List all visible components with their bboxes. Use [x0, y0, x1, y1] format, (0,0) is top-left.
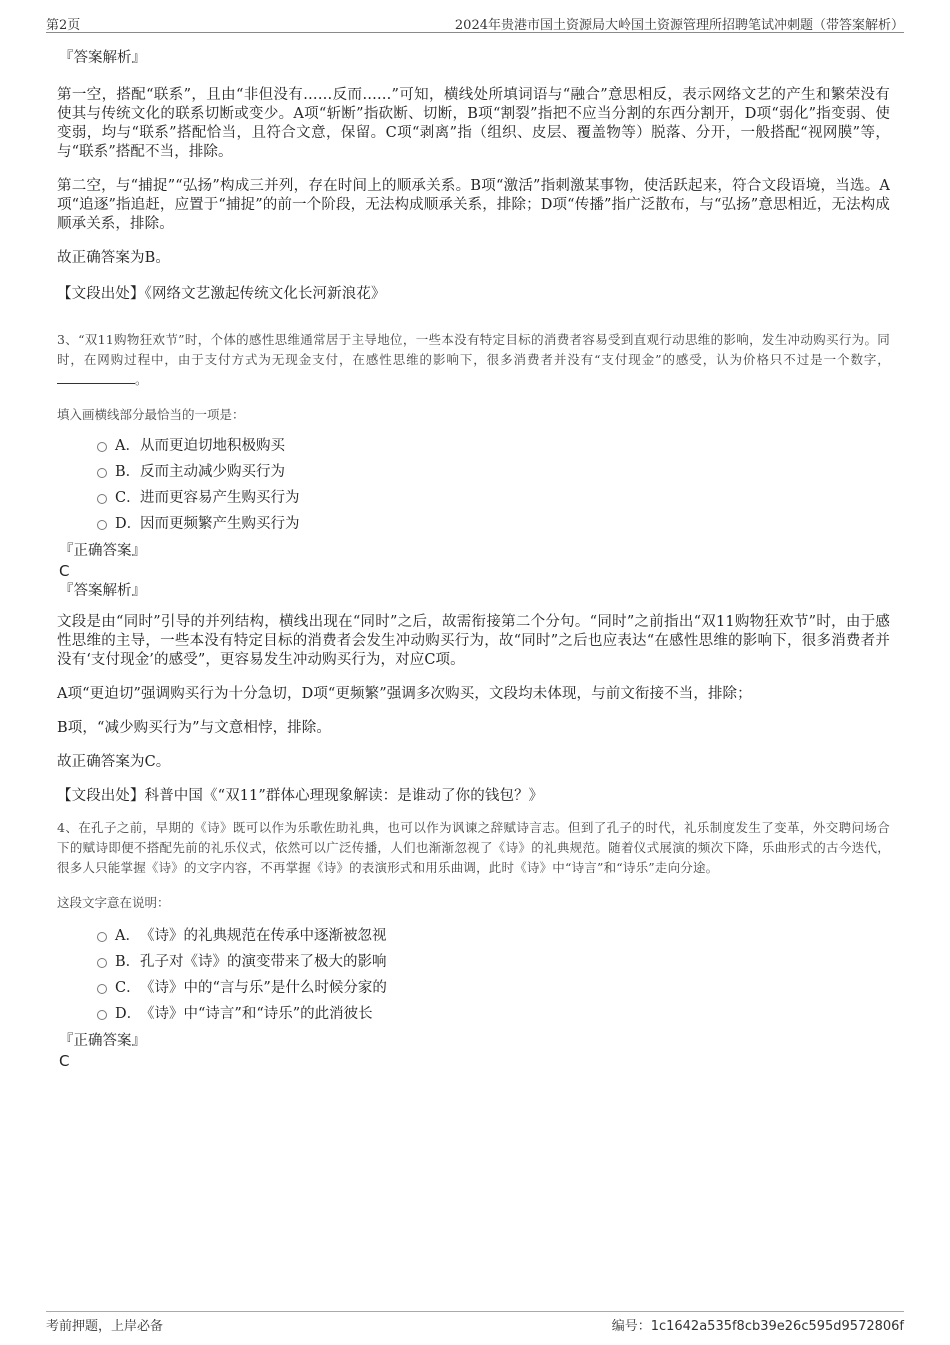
- fill-blank-line: [57, 370, 135, 384]
- q3-option-d[interactable]: D． 因而更频繁产生购买行为: [97, 511, 890, 537]
- q3-analysis-para-1: 文段是由“同时”引导的并列结构，横线出现在“同时”之后，故需衔接第二个分句。“同时”之前指出“双11购物狂欢节”时，由于感性思维的主导，一些本没有特定目标的消费者会发生冲动购买行为，故“同时”之后也应表达“在感性思维的影响下，很多消费者并没有‘支付现金’的感受”，更容易发生冲动购买行为，对应C项。: [57, 614, 890, 668]
- q3-prompt: 填入画横线部分最恰当的一项是：: [57, 407, 245, 422]
- code-value: 1c1642a535f8cb39e26c595d9572806f: [650, 1319, 904, 1334]
- radio-button[interactable]: [97, 932, 107, 942]
- q4-option-a[interactable]: A． 《诗》的礼典规范在传承中逐渐被忽视: [97, 923, 890, 949]
- radio-button[interactable]: [97, 958, 107, 968]
- q3-option-c[interactable]: C． 进而更容易产生购买行为: [97, 485, 890, 511]
- q2-conclusion: 故正确答案为B。: [57, 250, 170, 266]
- q3-analysis-para-2: A项“更迫切”强调购买行为十分急切，D项“更频繁”强调多次购买，文段均未体现，与前文衔接不当，排除；: [57, 686, 752, 702]
- page-footer: [46, 1311, 904, 1334]
- radio-button[interactable]: [97, 442, 107, 452]
- q3-stem: 3、“双11购物狂欢节”时，个体的感性思维通常居于主导地位，一些本没有特定目标的消费者容易受到直观行动思维的影响，发生冲动购买行为。同时，在网购过程中，由于支付方式为无现金支付，在感性思维的影响下，很多消费者并没有“支付现金”的感受，认为价格只不过是一个数字，。: [57, 332, 890, 387]
- q4-option-d[interactable]: D． 《诗》中“诗言”和“诗乐”的此消彼长: [97, 1001, 890, 1027]
- q3-correct-heading: 『正确答案』: [59, 543, 146, 559]
- q3-conclusion: 故正确答案为C。: [57, 754, 171, 770]
- q4-prompt: 这段文字意在说明：: [57, 895, 170, 910]
- page-number: 第2页: [46, 18, 81, 33]
- q3-correct-answer: C: [59, 562, 70, 580]
- radio-button[interactable]: [97, 520, 107, 530]
- q2-analysis-para-1: 第一空，搭配“联系”，且由“非但没有……反而……”可知，横线处所填词语与“融合”意思相反，表示网络文艺的产生和繁荣没有使其与传统文化的联系切断或变少。A项“斩断”指砍断、切断，B项“割裂”指把不应当分割的东西分割开，D项“弱化”指变弱、使变弱，均与“联系”搭配恰当，且符合文意，保留。C项“剥离”指（组织、皮层、覆盖物等）脱落、分开，一般搭配“视网膜”等，与“联系”搭配不当，排除。: [57, 87, 890, 160]
- footer-slogan: 考前押题，上岸必备: [46, 1319, 164, 1334]
- radio-button[interactable]: [97, 494, 107, 504]
- q2-analysis-heading: 『答案解析』: [59, 50, 146, 66]
- q4-option-b[interactable]: B． 孔子对《诗》的演变带来了极大的影响: [97, 949, 890, 975]
- q4-correct-heading: 『正确答案』: [59, 1033, 146, 1049]
- q2-analysis-para-2: 第二空，与“捕捉”“弘扬”构成三并列，存在时间上的顺承关系。B项“激活”指刺激某事物，使活跃起来，符合文段语境，当选。A项“追逐”指追赶，应置于“捕捉”的前一个阶段，无法构成顺承关系，排除；D项“传播”指广泛散布，与“弘扬”意思相近，无法构成顺承关系，排除。: [57, 178, 890, 232]
- code-label: 编号：: [611, 1319, 651, 1334]
- q4-stem: 4、在孔子之前，早期的《诗》既可以作为乐歌佐助礼典，也可以作为讽谏之辞赋诗言志。但到了孔子的时代，礼乐制度发生了变革，外交聘问场合下的赋诗即便不搭配先前的礼乐仪式，依然可以广泛传播，人们也渐渐忽视了《诗》的礼典规范。随着仪式展演的频次下降，乐曲形式的古今迭代，很多人只能掌握《诗》的文字内容，不再掌握《诗》的表演形式和用乐曲调，此时《诗》中“诗言”和“诗乐”走向分途。: [57, 820, 890, 875]
- radio-button[interactable]: [97, 468, 107, 478]
- q3-source: 【文段出处】科普中国《“双11”群体心理现象解读：是谁动了你的钱包？》: [57, 788, 544, 804]
- q4-options: [57, 923, 890, 1027]
- q3-analysis-para-3: B项，“减少购买行为”与文意相悖，排除。: [57, 720, 331, 736]
- document-code: [612, 1315, 904, 1334]
- main-content: [57, 40, 890, 1071]
- q3-options: [57, 433, 890, 537]
- q3-option-b[interactable]: B． 反而主动减少购买行为: [97, 459, 890, 485]
- radio-button[interactable]: [97, 984, 107, 994]
- radio-button[interactable]: [97, 1010, 107, 1020]
- q4-option-c[interactable]: C． 《诗》中的“言与乐”是什么时候分家的: [97, 975, 890, 1001]
- page-header: [46, 12, 904, 33]
- q2-source: 【文段出处】《网络文艺激起传统文化长河新浪花》: [57, 286, 386, 302]
- document-title: 2024年贵港市国土资源局大岭国土资源管理所招聘笔试冲刺题（带答案解析）: [454, 18, 904, 33]
- q4-correct-answer: C: [59, 1052, 70, 1070]
- q3-option-a[interactable]: A． 从而更迫切地积极购买: [97, 433, 890, 459]
- q3-analysis-heading: 『答案解析』: [59, 583, 146, 599]
